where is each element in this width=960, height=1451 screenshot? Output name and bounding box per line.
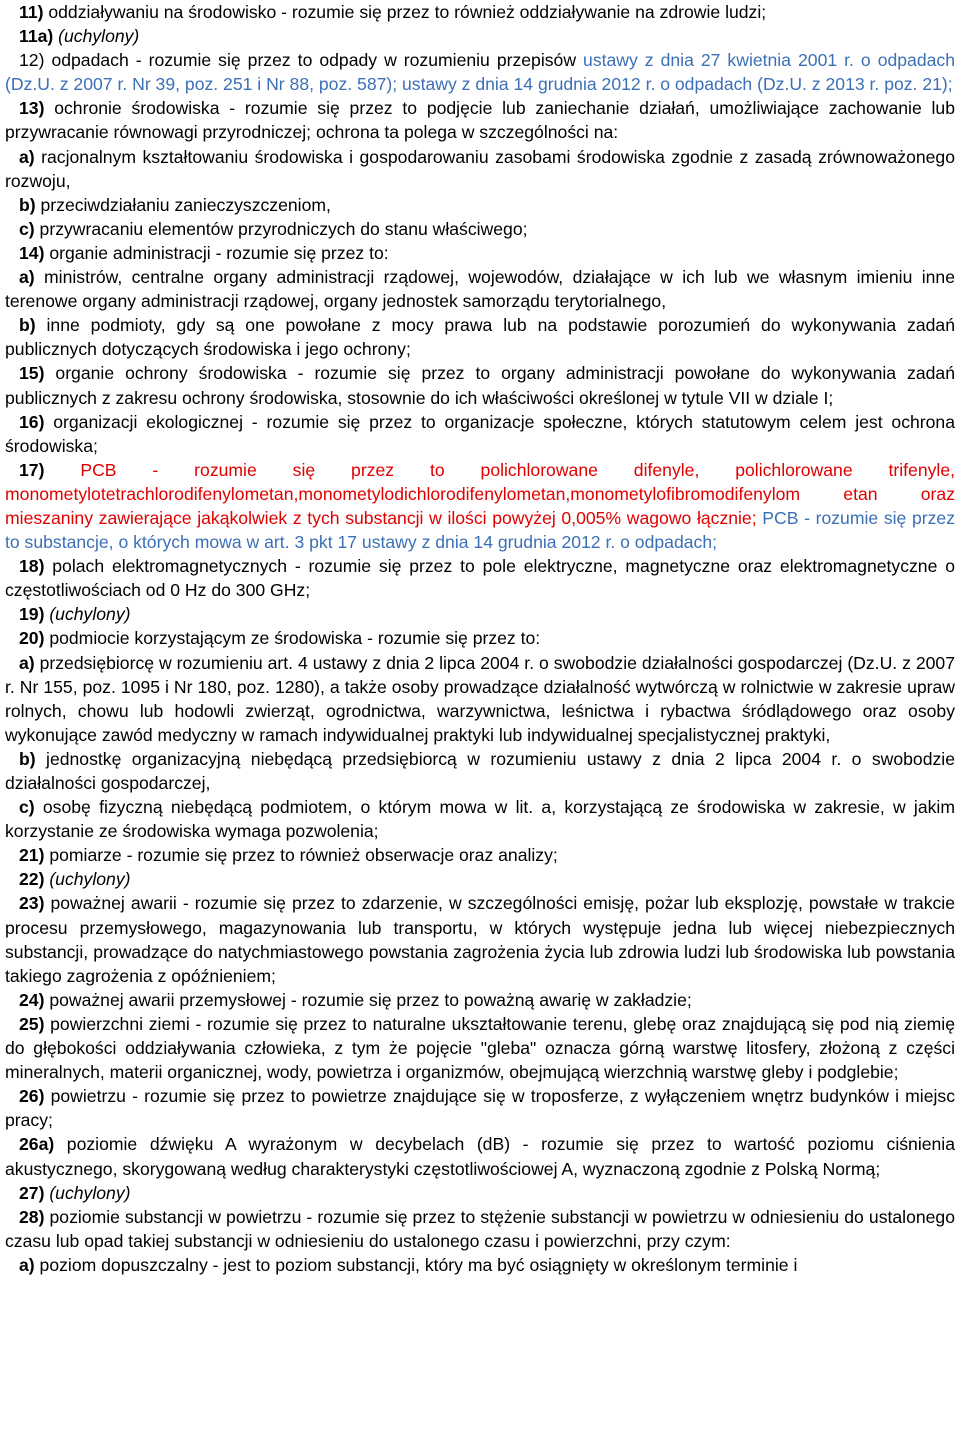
subitem-letter: a) [19, 146, 35, 167]
subitem-letter: b) [19, 315, 36, 336]
item-text: poważnej awarii - rozumie się przez to zdarzenie, w szczególności emisję, pożar lub eksplozję, powstałe w trakcie procesu przemysłowego, magazynowania lub transportu, w których występuje jedna lub więcej niebezpiecznych substancji, prowadzące do natychmiastowego powstania zagrożenia życia lub zdrowia ludzi lub środowiska lub powstania takiego zagrożenia z opóźnieniem; [5, 893, 955, 986]
repealed-text: (uchylony) [44, 869, 131, 890]
item-number: 25) [19, 1013, 45, 1034]
item-number: 21) [19, 845, 45, 866]
subitem-letter: b) [19, 194, 36, 215]
subitem-text: przywracaniu elementów przyrodniczych do stanu właściwego; [34, 218, 528, 239]
definition-14-b [5, 313, 955, 361]
subitem-letter: a) [19, 1254, 35, 1275]
definition-24 [5, 988, 955, 1012]
subitem-text: ministrów, centralne organy administracji rządowej, wojewodów, działające w ich lub we własnym imieniu inne terenowe organy administracji rządowej, organy jednostek samorządu terytorialnego, [5, 267, 955, 312]
definition-11 [5, 0, 955, 24]
definition-20-a [5, 651, 955, 747]
definition-14-a [5, 265, 955, 313]
item-number: 11a) [19, 26, 54, 47]
subitem-text: inne podmioty, gdy są one powołane z mocy prawa lub na podstawie porozumień do wykonywania zadań publicznych dotyczących środowiska i jego ochrony; [5, 315, 955, 360]
item-text: organie ochrony środowiska - rozumie się przez to organy administracji powołane do wykonywania zadań publicznych z zakresu ochrony środowiska, stosownie do ich właściwości określonej w tytule VII w dziale I; [5, 363, 955, 408]
definition-13-a [5, 145, 955, 193]
definition-26 [5, 1084, 955, 1132]
subitem-text: jednostkę organizacyjną niebędącą przedsiębiorcą w rozumieniu ustawy z dnia 2 lipca 2004 r. o swobodzie działalności gospodarczej, [5, 748, 955, 793]
item-number: 26a) [19, 1134, 55, 1155]
definition-21 [5, 843, 955, 867]
subitem-text: przeciwdziałaniu zanieczyszczeniom, [35, 194, 331, 215]
definition-16 [5, 410, 955, 458]
item-text: pomiarze - rozumie się przez to również obserwacje oraz analizy; [44, 845, 558, 866]
subitem-letter: c) [19, 797, 35, 818]
definition-27 [5, 1181, 955, 1205]
definition-28-a [5, 1253, 955, 1277]
subitem-letter: a) [19, 267, 35, 288]
repealed-text: (uchylony) [53, 26, 140, 47]
item-number: 19) [19, 604, 45, 625]
amended-definition: PCB - rozumie się przez to substancje, o których mowa w art. 3 pkt 17 ustawy z dnia 14 grudnia 2012 r. o odpadach; [5, 507, 955, 553]
definition-13 [5, 96, 955, 144]
subitem-text: racjonalnym kształtowaniu środowiska i gospodarowaniu zasobami środowiska zgodnie z zasadą zrównoważonego rozwoju, [5, 146, 955, 191]
item-number: 23) [19, 893, 45, 914]
subitem-text: poziom dopuszczalny - jest to poziom substancji, który ma być osiągnięty w określonym terminie i [34, 1254, 798, 1275]
item-text: poziomie substancji w powietrzu - rozumie się przez to stężenie substancji w powietrzu w odniesieniu do ustalonego czasu lub opad takiej substancji w odniesieniu do ustalonego czasu i powierzchni, przy czym: [5, 1206, 955, 1251]
definition-13-b [5, 193, 955, 217]
item-number: 16) [19, 411, 45, 432]
amended-reference: ustawy z dnia 27 kwietnia 2001 r. o odpadach (Dz.U. z 2007 r. Nr 39, poz. 251 i Nr 88, poz. 587); ustawy z dnia 14 grudnia 2012 r. o odpadach (Dz.U. z 2013 r. poz. 21); [5, 50, 955, 95]
item-text: organizacji ekologicznej - rozumie się przez to organizacje społeczne, których statutowym celem jest ochrona środowiska; [5, 411, 955, 456]
item-text: odpadach - rozumie się przez to odpady w rozumieniu przepisów [44, 50, 584, 71]
item-number: 28) [19, 1206, 45, 1227]
item-text: organie administracji - rozumie się przez to: [44, 242, 389, 263]
definition-28 [5, 1205, 955, 1253]
item-number: 15) [19, 363, 45, 384]
subitem-text: osobę fizyczną niebędącą podmiotem, o którym mowa w lit. a, korzystającą ze środowiska w zakresie, w jakim korzystanie ze środowiska wymaga pozwolenia; [5, 797, 955, 842]
item-number: 11) [19, 2, 44, 22]
item-number: 24) [19, 989, 45, 1010]
definition-15 [5, 361, 955, 409]
definition-12 [5, 48, 955, 96]
item-number: 26) [19, 1086, 45, 1107]
item-text: polach elektromagnetycznych - rozumie się przez to pole elektryczne, magnetyczne oraz elektromagnetyczne o częstotliwościach od 0 Hz do 300 GHz; [5, 556, 955, 601]
item-text: powierzchni ziemi - rozumie się przez to naturalne ukształtowanie terenu, glebę oraz znajdującą się pod nią ziemię do głębokości oddziaływania człowieka, z tym że pojęcie "gleba" oznacza górną warstwę litosfery, złożoną z części mineralnych, materii organicznej, wody, powietrza i organizmów, obejmującą wierzchnią warstwę gleby i podglebie; [5, 1013, 955, 1083]
item-number: 20) [19, 628, 45, 649]
repealed-text: (uchylony) [44, 604, 131, 625]
item-text: podmiocie korzystającym ze środowiska - rozumie się przez to: [44, 628, 541, 649]
subitem-letter: c) [19, 218, 35, 239]
item-number: 17) [19, 459, 45, 480]
item-text: oddziaływaniu na środowisko - rozumie się przez to również oddziaływanie na zdrowie ludzi; [43, 2, 767, 22]
definition-22 [5, 867, 955, 891]
item-text: ochronie środowiska - rozumie się przez to podjęcie lub zaniechanie działań, umożliwiające zachowanie lub przywracanie równowagi przyrodniczej; ochrona ta polega w szczególności na: [5, 98, 955, 143]
item-text: poziomie dźwięku A wyrażonym w decybelach (dB) - rozumie się przez to wartość poziomu ciśnienia akustycznego, skorygowaną według charakterystyki częstotliwościowej A, wyznaczoną zgodnie z Polską Normą; [5, 1134, 955, 1179]
item-number: 13) [19, 98, 45, 119]
repealed-definition: PCB - rozumie się przez to polichlorowane difenyle, polichlorowane trifenyle, monometylotetrachlorodifenylometan,monometylodichlorodifenylometan,monometylofibromodifenylom etan oraz mieszaniny zawierające jakąkolwiek z tych substancji w ilości powyżej 0,005% wagowo łącznie; [5, 459, 955, 528]
definition-17 [5, 458, 955, 554]
definition-20-b [5, 747, 955, 795]
definition-23 [5, 891, 955, 987]
definition-14 [5, 241, 955, 265]
definition-19 [5, 602, 955, 626]
subitem-letter: a) [19, 652, 35, 673]
item-number: 12) [19, 50, 45, 71]
definition-13-c [5, 217, 955, 241]
item-number: 27) [19, 1182, 45, 1203]
subitem-text: przedsiębiorcę w rozumieniu art. 4 ustawy z dnia 2 lipca 2004 r. o swobodzie działalności gospodarczej (Dz.U. z 2007 r. Nr 155, poz. 1095 i Nr 180, poz. 1280), a także osoby prowadzące działalność wytwórczą w rolnictwie w zakresie upraw rolnych, chowu lub hodowli zwierząt, ogrodnictwa, warzywnictwa, leśnictwa i rybactwa śródlądowego oraz osoby wykonujące zawód medyczny w ramach indywidualnej praktyki lub indywidualnej specjalistycznej praktyki, [5, 652, 955, 745]
repealed-text: (uchylony) [44, 1182, 131, 1203]
item-number: 22) [19, 869, 45, 890]
item-text: powietrzu - rozumie się przez to powietrze znajdujące się w troposferze, z wyłączeniem wnętrz budynków i miejsc pracy; [5, 1086, 955, 1131]
item-text: poważnej awarii przemysłowej - rozumie się przez to poważną awarię w zakładzie; [44, 989, 692, 1010]
definition-11a [5, 24, 955, 48]
definition-20 [5, 626, 955, 650]
definition-18 [5, 554, 955, 602]
item-number: 14) [19, 242, 45, 263]
item-number: 18) [19, 556, 45, 577]
subitem-letter: b) [19, 748, 36, 769]
definition-26a [5, 1132, 955, 1180]
definition-25 [5, 1012, 955, 1084]
definition-20-c [5, 795, 955, 843]
